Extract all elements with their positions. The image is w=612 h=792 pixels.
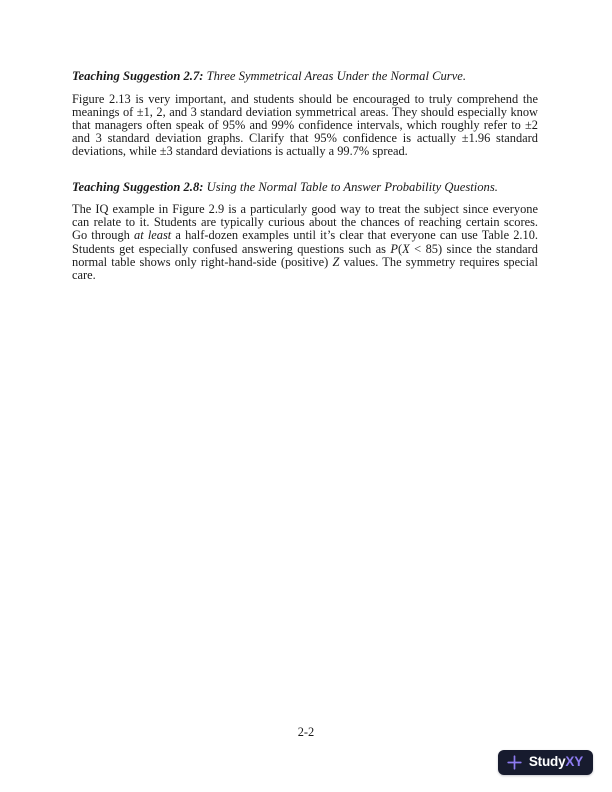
text-segment: < 85) since the standard normal table shows only right-hand-side (positive)	[72, 241, 538, 269]
page-number: 2-2	[297, 725, 315, 739]
text-segment: a half-dozen examples until it’s clear that everyone can use Table 2.10. Students get especially confused answering questions such as	[72, 228, 539, 256]
teaching-suggestion-2-7-heading	[72, 70, 538, 84]
text-segment: Figure 2.13 is very important, and students should be encouraged to truly comprehend the meanings of ±1, 2, and 3 standard deviation symmetrical areas. They should especially know that managers often speak of 95% and 99% confidence intervals, which roughly refer to ±2 and 3 standard deviation graphs. Clarify that 95% confidence is actually ±1.96 standard deviations, while ±3 standard deviations is actually a 99.7% spread.	[72, 91, 538, 159]
text-segment: Teaching Suggestion 2.7:	[72, 69, 204, 83]
studyxy-logo-text	[529, 755, 583, 770]
text-segment: Z	[332, 254, 340, 269]
text-segment: Using the Normal Table to Answer Probability Questions.	[203, 179, 498, 194]
text-segment: (	[397, 241, 403, 256]
page-content	[72, 70, 538, 282]
text-segment: X	[402, 241, 410, 256]
logo-text-study: Study	[528, 754, 566, 770]
text-segment: values. The symmetry requires special care.	[72, 254, 538, 283]
studyxy-logo-badge	[498, 750, 593, 775]
teaching-suggestion-2-8-heading	[72, 181, 538, 195]
teaching-suggestion-2-7-paragraph	[72, 93, 538, 159]
text-segment: P	[390, 241, 398, 256]
plus-icon	[507, 755, 522, 770]
text-segment: Three Symmetrical Areas Under the Normal Curve.	[203, 69, 467, 83]
logo-text-xy: XY	[565, 754, 583, 770]
teaching-suggestion-2-8-paragraph	[72, 203, 538, 282]
text-segment: at least	[134, 228, 172, 243]
text-segment: Teaching Suggestion 2.8:	[72, 179, 204, 194]
text-segment: The IQ example in Figure 2.9 is a particularly good way to treat the subject since everyone can relate to it. Students are typically curious about the chances of reaching certain scores. Go through	[72, 202, 538, 243]
